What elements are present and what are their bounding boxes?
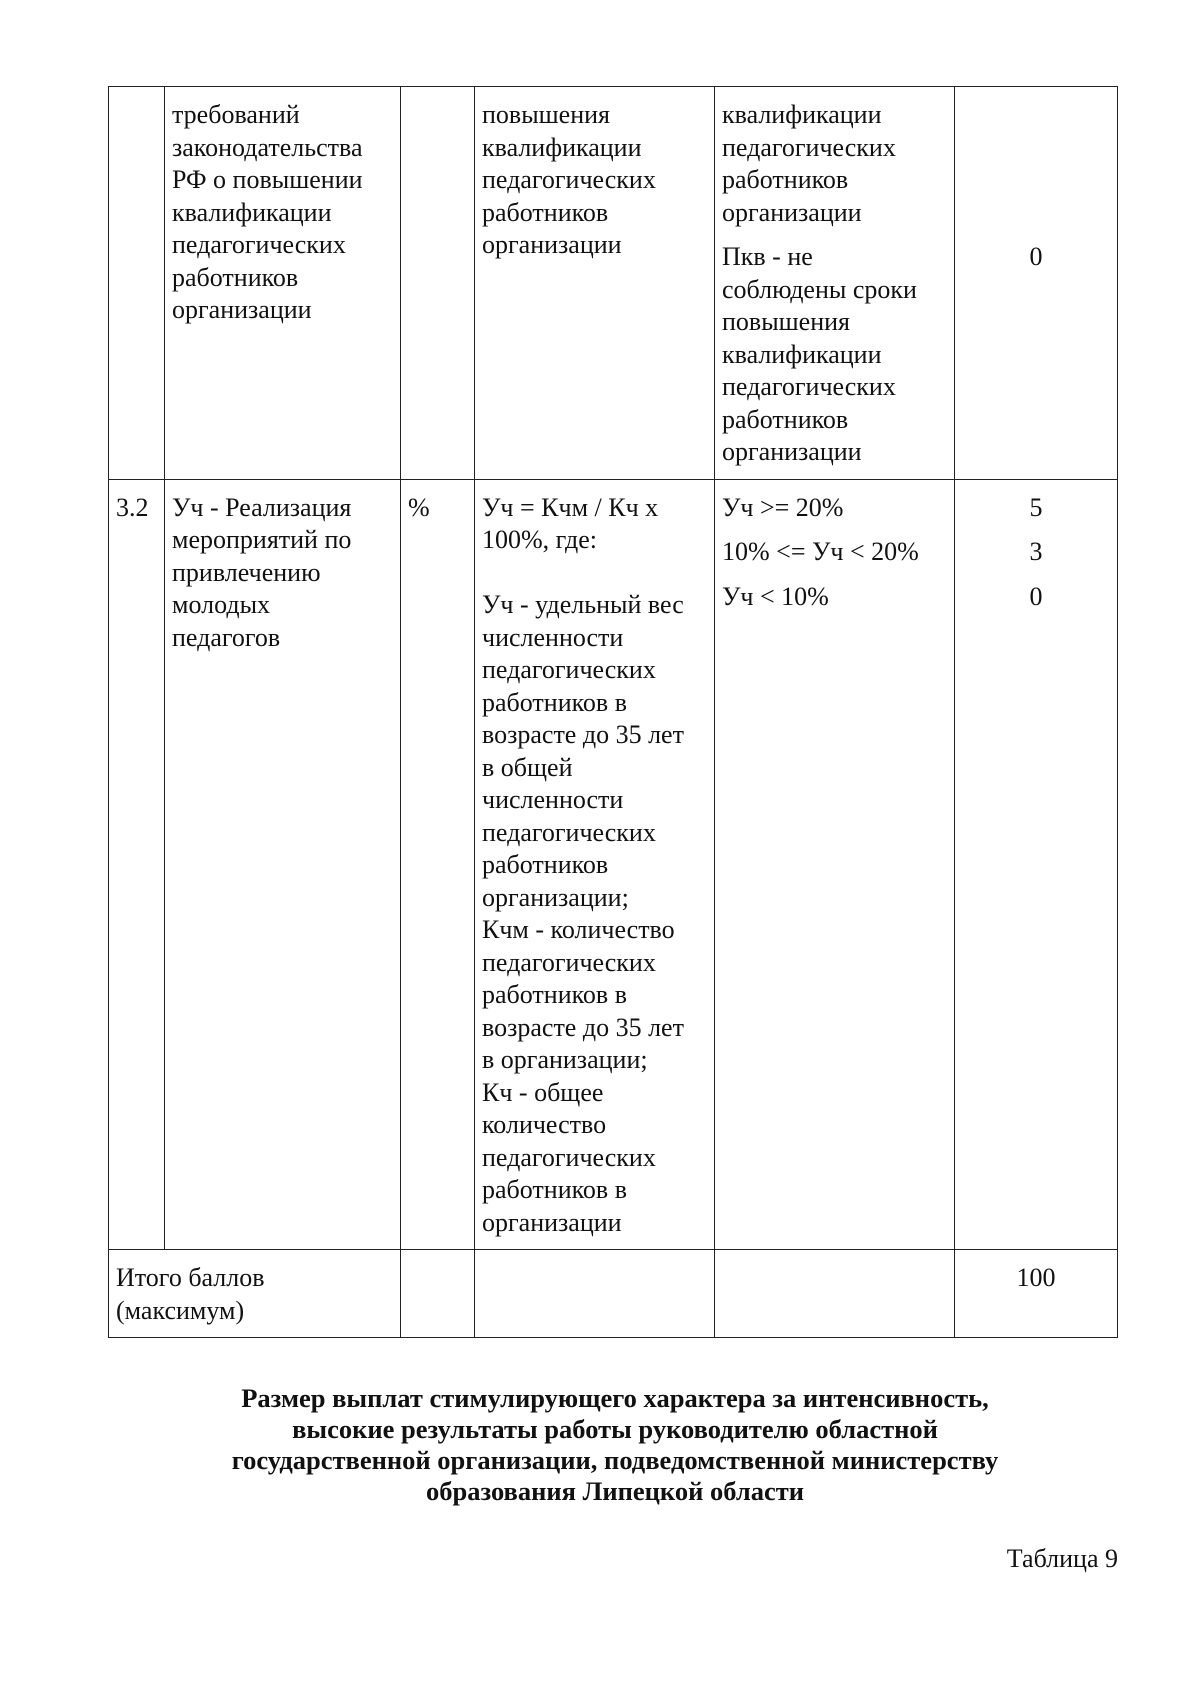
cell-score <box>955 87 1118 480</box>
cell-conditions <box>715 87 955 480</box>
cell-num: 3.2 <box>109 479 165 1250</box>
formula-line: педагогических <box>482 947 656 977</box>
condition-line: Пкв - не <box>722 242 813 271</box>
formula-line: работников в <box>482 980 627 1009</box>
cell-empty <box>401 1250 475 1338</box>
condition-line: педагогических <box>722 372 896 401</box>
formula-line: квалификации <box>482 132 642 162</box>
formula-line: 100%, где: <box>482 525 598 554</box>
criteria-table <box>108 86 1118 1338</box>
condition-line: организации <box>722 437 862 466</box>
criterion-line: Уч - Реализация <box>172 492 352 522</box>
cell-unit <box>401 87 475 480</box>
condition-line: квалификации <box>722 100 882 129</box>
condition-line: повышения <box>722 307 851 336</box>
total-score-value: 100 <box>1016 1263 1056 1292</box>
formula-line: количество <box>482 1110 607 1139</box>
formula-line: работников в <box>482 1175 627 1204</box>
formula-line: работников <box>482 197 609 227</box>
formula-line: организации <box>482 230 622 259</box>
table-row-3-2 <box>109 479 1118 1250</box>
score-value: 3 <box>1029 537 1043 566</box>
cell-total-score <box>955 1250 1118 1338</box>
cell-unit: % <box>401 479 475 1250</box>
condition-line: Уч >= 20% <box>722 492 844 522</box>
formula-line: Уч = Кчм / Кч x <box>482 492 659 522</box>
criterion-line: привлечению <box>172 557 321 587</box>
criterion-line: мероприятий по <box>172 525 352 554</box>
criterion-line: работников <box>172 262 299 292</box>
formula-line: организации; <box>482 882 629 912</box>
score-value: 0 <box>1029 581 1043 611</box>
criterion-line: организации <box>172 295 312 324</box>
heading-line: Размер выплат стимулирующего характера за интенсивность, <box>241 1383 989 1413</box>
condition-line: квалификации <box>722 339 882 369</box>
formula-line: Уч - удельный вес <box>482 590 684 619</box>
cell-score <box>955 479 1118 1250</box>
table-row-total <box>109 1250 1118 1338</box>
cell-formula <box>475 87 715 480</box>
heading-line: высокие результаты работы руководителю областной <box>292 1414 938 1444</box>
condition-line: педагогических <box>722 132 896 162</box>
formula-line: педагогических <box>482 165 656 194</box>
criterion-line: педагогических <box>172 230 346 259</box>
formula-line: возрасте до 35 лет <box>482 1012 684 1042</box>
score-value: 5 <box>1029 492 1043 522</box>
total-label-line: (максимум) <box>116 1295 245 1325</box>
criterion-line: квалификации <box>172 197 332 227</box>
cell-criterion <box>165 479 401 1250</box>
table-number: Таблица 9 <box>1006 1544 1118 1573</box>
formula-line: организации <box>482 1207 622 1237</box>
criterion-line: законодательства <box>172 132 363 162</box>
condition-line: организации <box>722 197 862 227</box>
cell-empty <box>715 1250 955 1338</box>
score-value: 0 <box>1029 242 1043 271</box>
cell-criterion <box>165 87 401 480</box>
criterion-line: молодых <box>172 590 271 619</box>
criterion-line: педагогов <box>172 622 281 652</box>
formula-line: педагогических <box>482 817 656 847</box>
formula-line: работников <box>482 850 609 879</box>
table-row-continuation <box>109 87 1118 480</box>
formula-line: возрасте до 35 лет <box>482 720 684 749</box>
criterion-line: требований <box>172 100 300 129</box>
criterion-line: РФ о повышении <box>172 165 363 194</box>
formula-line: работников в <box>482 687 627 717</box>
section-heading <box>150 1383 1080 1507</box>
cell-empty <box>475 1250 715 1338</box>
heading-line: образования Липецкой области <box>425 1476 804 1506</box>
condition-line: работников <box>722 404 849 434</box>
cell-total-label <box>109 1250 401 1338</box>
condition-line: соблюдены сроки <box>722 274 917 304</box>
formula-line: численности <box>482 785 624 814</box>
condition-line: 10% <= Уч < 20% <box>722 537 919 566</box>
formula-line: Кчм - количество <box>482 915 675 944</box>
formula-line: в организации; <box>482 1045 648 1074</box>
cell-formula <box>475 479 715 1250</box>
formula-line: педагогических <box>482 655 656 684</box>
condition-line: Уч < 10% <box>722 581 829 611</box>
cell-num <box>109 87 165 480</box>
formula-line: в общей <box>482 752 573 782</box>
formula-line: повышения <box>482 100 611 129</box>
formula-line: Кч - общее <box>482 1077 604 1107</box>
cell-conditions <box>715 479 955 1250</box>
total-label-line: Итого баллов <box>116 1263 265 1292</box>
condition-line: работников <box>722 165 849 194</box>
heading-line: государственной организации, подведомственной министерству <box>231 1445 999 1475</box>
formula-line: педагогических <box>482 1142 656 1172</box>
formula-line: численности <box>482 622 624 652</box>
